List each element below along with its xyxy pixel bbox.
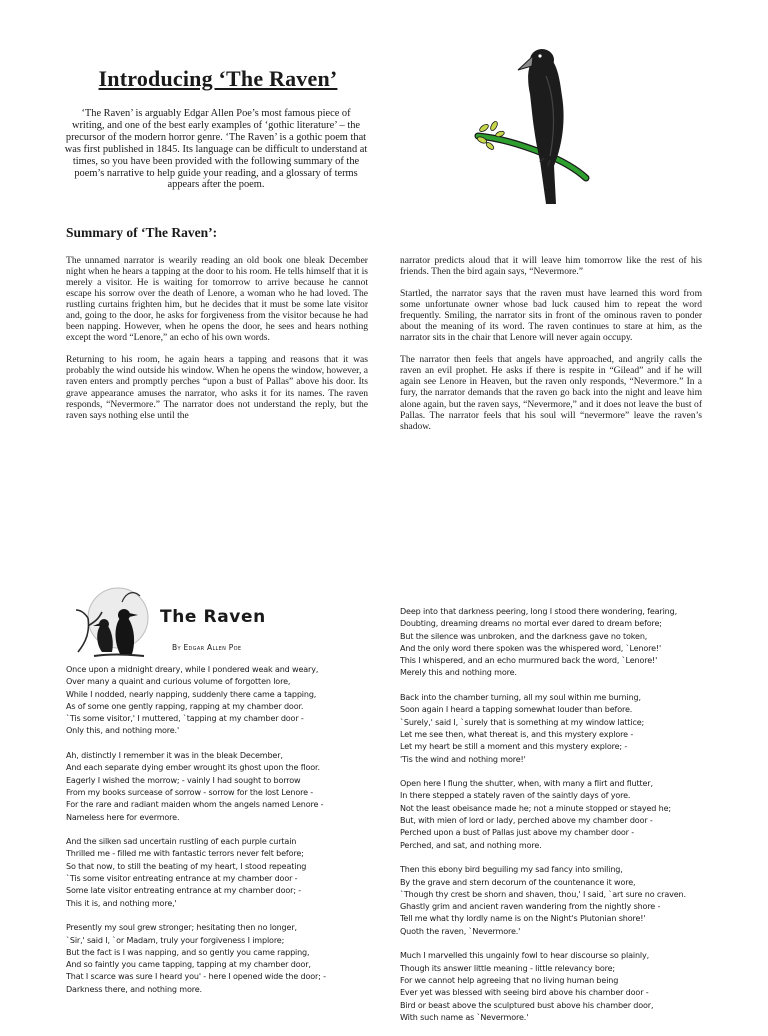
poem-line: For we cannot help agreeing that no living human being — [400, 975, 619, 985]
poem-line: Darkness there, and nothing more. — [66, 984, 202, 994]
poem-left-column — [66, 664, 386, 1008]
poem-line: Let me see then, what thereat is, and this mystery explore - — [400, 729, 634, 739]
poem-line: Though its answer little meaning - little relevancy bore; — [400, 963, 615, 973]
poem-line: `Though thy crest be shorn and shaven, thou,' I said, `art sure no craven. — [400, 889, 686, 899]
raven-perched-illustration — [470, 36, 590, 216]
summary-right-column — [400, 255, 702, 443]
poem-line: Open here I flung the shutter, when, with many a flirt and flutter, — [400, 779, 653, 789]
poem-line: Tell me what thy lordly name is on the Night's Plutonian shore!' — [400, 914, 646, 924]
poem-line: `Surely,' said I, `surely that is something at my window lattice; — [400, 717, 645, 727]
poem-stanza — [66, 836, 386, 910]
poem-line: Ah, distinctly I remember it was in the bleak December, — [66, 751, 283, 761]
poem-line: Over many a quaint and curious volume of forgotten lore, — [66, 677, 291, 687]
summary-paragraph: Startled, the narrator says that the raven must have learned this word from some unfortunate owner whose bad luck caused him to repeat the word frequently. Smiling, the narrator sits in front of the ominous raven to ponder about the meaning of its word. The raven continues to stare at him, as the narrator sits in the chair that Lenore will never again occupy. — [400, 288, 702, 344]
poem-stanza — [66, 922, 386, 996]
poem-stanza — [66, 664, 386, 738]
poem-line: 'Tis the wind and nothing more!' — [400, 754, 526, 764]
poem-line: Doubting, dreaming dreams no mortal ever dared to dream before; — [400, 619, 662, 629]
page-title: Introducing ‘The Raven’ — [98, 66, 338, 91]
poem-line: With such name as `Nevermore.' — [400, 1012, 529, 1022]
poem-line: This I whispered, and an echo murmured back the word, `Lenore!' — [400, 656, 658, 666]
poem-line: This it is, and nothing more,' — [66, 898, 177, 908]
poem-line: And so faintly you came tapping, tapping at my chamber door, — [66, 960, 311, 970]
poem-line: That I scarce was sure I heard you' - here I opened wide the door; - — [66, 972, 326, 982]
poem-line: Soon again I heard a tapping somewhat louder than before. — [400, 705, 633, 715]
poem-line: And the only word there spoken was the whispered word, `Lenore!' — [400, 643, 662, 653]
poem-stanza — [400, 692, 720, 766]
poem-line: In there stepped a stately raven of the saintly days of yore. — [400, 791, 631, 801]
poem-stanza — [66, 750, 386, 824]
poem-line: Quoth the raven, `Nevermore.' — [400, 926, 521, 936]
poem-line: Perched, and sat, and nothing more. — [400, 840, 542, 850]
intro-paragraph: ‘The Raven’ is arguably Edgar Allen Poe’s most famous piece of writing, and one of the best early examples of ‘gothic literature’ – the precursor of the modern horror genre. ‘The Raven’ is a gothic poem that was first published in 1845. Its language can be difficult to understand at times, so you have been provided with the following summary of the poem’s narrative to help guide your reading, and a glossary of terms appears after the poem. — [64, 108, 368, 191]
poem-line: `Tis some visitor entreating entrance at my chamber door - — [66, 874, 298, 884]
poem-line: Much I marvelled this ungainly fowl to hear discourse so plainly, — [400, 951, 650, 961]
ravens-moon-illustration — [74, 582, 150, 660]
poem-line: While I nodded, nearly napping, suddenly there came a tapping, — [66, 689, 317, 699]
poem-line: Not the least obeisance made he; not a minute stopped or stayed he; — [400, 803, 671, 813]
summary-paragraph: The narrator then feels that angels have approached, and angrily calls the raven an evil prophet. He asks if there is respite in “Gilead” and if he will again see Lenore in Heaven, but the raven only responds, “Nevermore.” In a fury, the narrator demands that the raven go back into the night and leave him alone again, but the raven says, “Nevermore,” and it does not leave the bust of Pallas. The narrator feels that his soul will “nevermore” leave the raven’s shadow. — [400, 354, 702, 432]
poem-line: Some late visitor entreating entrance at my chamber door; - — [66, 886, 302, 896]
poem-line: But, with mien of lord or lady, perched above my chamber door - — [400, 816, 653, 826]
poem-line: By the grave and stern decorum of the countenance it wore, — [400, 877, 636, 887]
poem-line: Nameless here for evermore. — [66, 812, 180, 822]
poem-line: So that now, to still the beating of my heart, I stood repeating — [66, 861, 307, 871]
poem-line: Bird or beast above the sculptured bust above his chamber door, — [400, 1000, 654, 1010]
poem-line: Let my heart be still a moment and this mystery explore; - — [400, 742, 628, 752]
poem-stanza — [400, 950, 720, 1024]
poem-line: `Tis some visitor,' I muttered, `tapping at my chamber door - — [66, 714, 304, 724]
poem-right-column — [400, 606, 720, 1036]
poem-line: Thrilled me - filled me with fantastic terrors never felt before; — [66, 849, 304, 859]
poem-line: And each separate dying ember wrought its ghost upon the floor. — [66, 763, 320, 773]
summary-heading: Summary of ‘The Raven’: — [66, 225, 218, 240]
poem-line: Only this, and nothing more.' — [66, 726, 180, 736]
poem-line: Back into the chamber turning, all my soul within me burning, — [400, 693, 641, 703]
summary-paragraph: Returning to his room, he again hears a tapping and reasons that it was probably the wind outside his window. When he opens the window, however, a raven enters and promptly perches “upon a bust of Pallas” above his door. Its grave appearance amuses the narrator, who asks it for its names. The raven responds, “Nevermore.” The narrator does not understand the reply, but the raven says nothing else until the — [66, 354, 368, 421]
poem-line: Deep into that darkness peering, long I stood there wondering, fearing, — [400, 607, 677, 616]
poem-line: From my books surcease of sorrow - sorrow for the lost Lenore - — [66, 787, 314, 797]
poem-line: Then this ebony bird beguiling my sad fancy into smiling, — [400, 865, 623, 875]
poem-stanza — [400, 864, 720, 938]
poem-line: Perched upon a bust of Pallas just above my chamber door - — [400, 828, 634, 838]
poem-line: And the silken sad uncertain rustling of each purple curtain — [66, 837, 297, 847]
poem-stanza — [400, 606, 720, 680]
poem-byline: By Edgar Allen Poe — [172, 643, 242, 652]
poem-line: For the rare and radiant maiden whom the angels named Lenore - — [66, 800, 324, 810]
poem-line: Ghastly grim and ancient raven wandering from the nightly shore - — [400, 902, 661, 912]
poem-line: Presently my soul grew stronger; hesitating then no longer, — [66, 923, 297, 933]
poem-title: The Raven — [160, 607, 266, 627]
summary-paragraph: The unnamed narrator is wearily reading an old book one bleak December night when he hears a tapping at the door to his room. He tells himself that it is merely a visitor. He is waiting for tomorrow to arrive because he cannot escape his sorrow over the death of Lenore, a woman who he had loved. The rustling curtains frighten him, but he decides that it must be some late visitor and, going to the door, he asks for forgiveness from the visitor because he had been napping. However, when he opens the door, he sees and hears nothing except the word “Lenore,” an echo of his own words. — [66, 255, 368, 344]
poem-stanza — [400, 778, 720, 852]
poem-line: As of some one gently rapping, rapping at my chamber door. — [66, 701, 304, 711]
summary-left-column — [66, 255, 368, 432]
poem-line: `Sir,' said I, `or Madam, truly your forgiveness I implore; — [66, 935, 285, 945]
poem-line: But the fact is I was napping, and so gently you came rapping, — [66, 947, 310, 957]
poem-line: Eagerly I wished the morrow; - vainly I had sought to borrow — [66, 775, 301, 785]
poem-line: Once upon a midnight dreary, while I pondered weak and weary, — [66, 665, 319, 674]
summary-paragraph: narrator predicts aloud that it will leave him tomorrow like the rest of his friends. Then the bird again says, “Nevermore.” — [400, 255, 702, 278]
poem-line: Ever yet was blessed with seeing bird above his chamber door - — [400, 988, 649, 998]
poem-line: But the silence was unbroken, and the darkness gave no token, — [400, 631, 648, 641]
poem-line: Merely this and nothing more. — [400, 668, 517, 678]
